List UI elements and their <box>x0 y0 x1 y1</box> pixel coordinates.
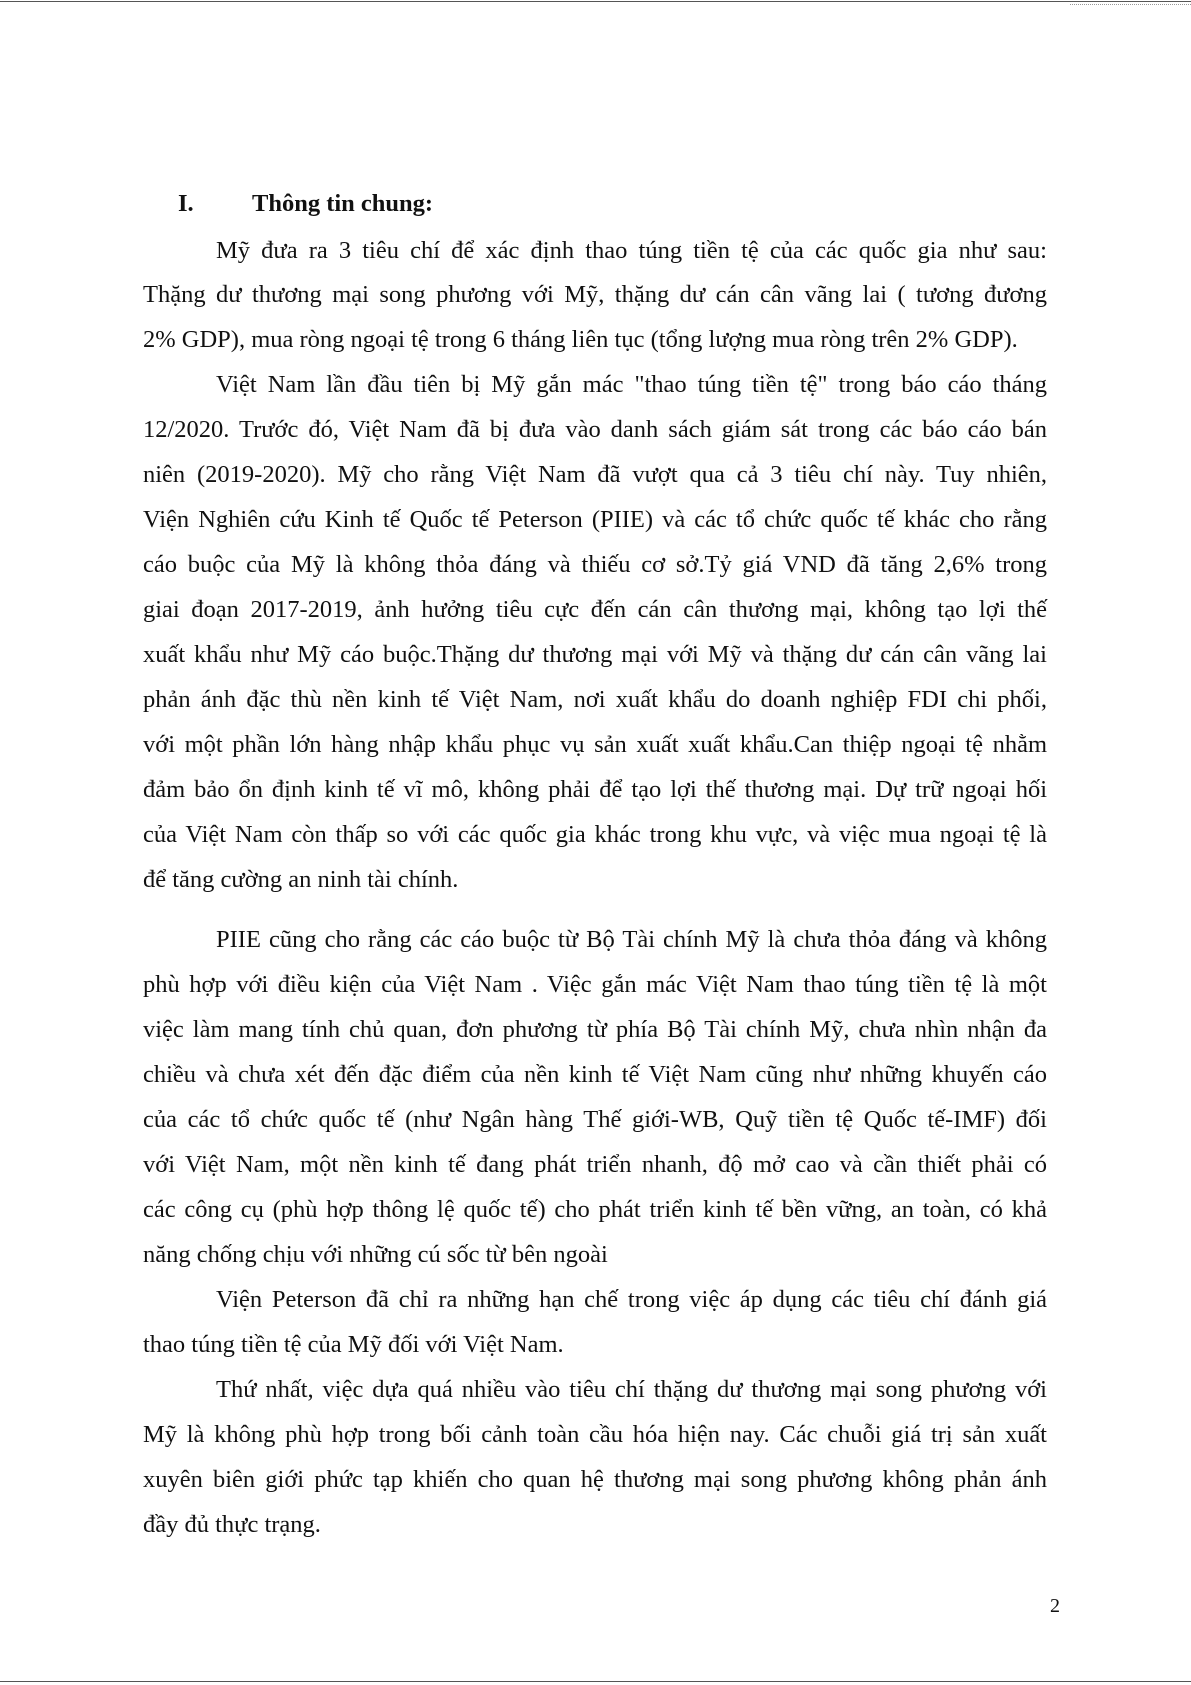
page-number: 2 <box>1050 1595 1060 1617</box>
paragraph-line: 2% GDP), mua ròng ngoại tệ trong 6 tháng liên tục (tổng lượng mua ròng trên 2% GDP). <box>143 326 1018 353</box>
paragraph-line: năng chống chịu với những cú sốc từ bên ngoài <box>143 1241 608 1268</box>
paragraph-line: với Việt Nam, một nền kinh tế đang phát triển nhanh, độ mở cao và cần thiết phải có <box>143 1151 1047 1178</box>
paragraph-line: Mỹ là không phù hợp trong bối cảnh toàn cầu hóa hiện nay. Các chuỗi giá trị sản xuất <box>143 1421 1047 1448</box>
paragraph-line: của các tổ chức quốc tế (như Ngân hàng Thế giới-WB, Quỹ tiền tệ Quốc tế-IMF) đối <box>143 1106 1047 1133</box>
paragraph-line: cáo buộc của Mỹ là không thỏa đáng và thiếu cơ sở.Tỷ giá VND đã tăng 2,6% trong <box>143 551 1047 578</box>
paragraph-line: với một phần lớn hàng nhập khẩu phục vụ sản xuất xuất khẩu.Can thiệp ngoại tệ nhằm <box>143 731 1047 758</box>
paragraph-line: Việt Nam lần đầu tiên bị Mỹ gắn mác "thao túng tiền tệ" trong báo cáo tháng <box>216 371 1047 398</box>
paragraph-line: 12/2020. Trước đó, Việt Nam đã bị đưa vào danh sách giám sát trong các báo cáo bán <box>143 416 1047 443</box>
paragraph-line: xuyên biên giới phức tạp khiến cho quan hệ thương mại song phương không phản ánh <box>143 1466 1047 1493</box>
paragraph-line: chiều và chưa xét đến đặc điểm của nền kinh tế Việt Nam cũng như những khuyến cáo <box>143 1061 1047 1088</box>
paragraph-line: để tăng cường an ninh tài chính. <box>143 866 459 893</box>
paragraph-line: phản ánh đặc thù nền kinh tế Việt Nam, nơi xuất khẩu do doanh nghiệp FDI chi phối, <box>143 686 1047 713</box>
paragraph-line: niên (2019-2020). Mỹ cho rằng Việt Nam đã vượt qua cả 3 tiêu chí này. Tuy nhiên, <box>143 461 1047 488</box>
paragraph-line: giai đoạn 2017-2019, ảnh hưởng tiêu cực đến cán cân thương mại, không tạo lợi thế <box>143 596 1047 623</box>
top-rule-dotted <box>1070 4 1191 5</box>
bottom-rule <box>0 1681 1191 1682</box>
top-rule <box>0 1 1191 2</box>
paragraph-line: Thặng dư thương mại song phương với Mỹ, thặng dư cán cân vãng lai ( tương đương <box>143 281 1047 308</box>
paragraph-line: Viện Nghiên cứu Kinh tế Quốc tế Peterson (PIIE) và các tổ chức quốc tế khác cho rằng <box>143 506 1047 533</box>
section-number: I. <box>178 190 194 217</box>
paragraph-line: việc làm mang tính chủ quan, đơn phương từ phía Bộ Tài chính Mỹ, chưa nhìn nhận đa <box>143 1016 1047 1043</box>
paragraph-line: thao túng tiền tệ của Mỹ đối với Việt Nam. <box>143 1331 564 1358</box>
section-heading <box>178 190 433 218</box>
paragraph-line: đầy đủ thực trạng. <box>143 1511 321 1538</box>
paragraph-line: PIIE cũng cho rằng các cáo buộc từ Bộ Tài chính Mỹ là chưa thỏa đáng và không <box>216 926 1047 953</box>
paragraph-line: Viện Peterson đã chỉ ra những hạn chế trong việc áp dụng các tiêu chí đánh giá <box>216 1286 1047 1313</box>
paragraph-line: Mỹ đưa ra 3 tiêu chí để xác định thao túng tiền tệ của các quốc gia như sau: <box>216 237 1047 264</box>
paragraph-line: đảm bảo ổn định kinh tế vĩ mô, không phải để tạo lợi thế thương mại. Dự trữ ngoại hối <box>143 776 1047 803</box>
paragraph-line: của Việt Nam còn thấp so với các quốc gia khác trong khu vực, và việc mua ngoại tệ là <box>143 821 1047 848</box>
section-title: Thông tin chung: <box>252 190 434 217</box>
paragraph-line: Thứ nhất, việc dựa quá nhiều vào tiêu chí thặng dư thương mại song phương với <box>216 1376 1047 1403</box>
paragraph-line: phù hợp với điều kiện của Việt Nam . Việc gắn mác Việt Nam thao túng tiền tệ là một <box>143 971 1047 998</box>
paragraph-line: các công cụ (phù hợp thông lệ quốc tế) cho phát triển kinh tế bền vững, an toàn, có khả <box>143 1196 1047 1223</box>
paragraph-line: xuất khẩu như Mỹ cáo buộc.Thặng dư thương mại với Mỹ và thặng dư cán cân vãng lai <box>143 641 1047 668</box>
